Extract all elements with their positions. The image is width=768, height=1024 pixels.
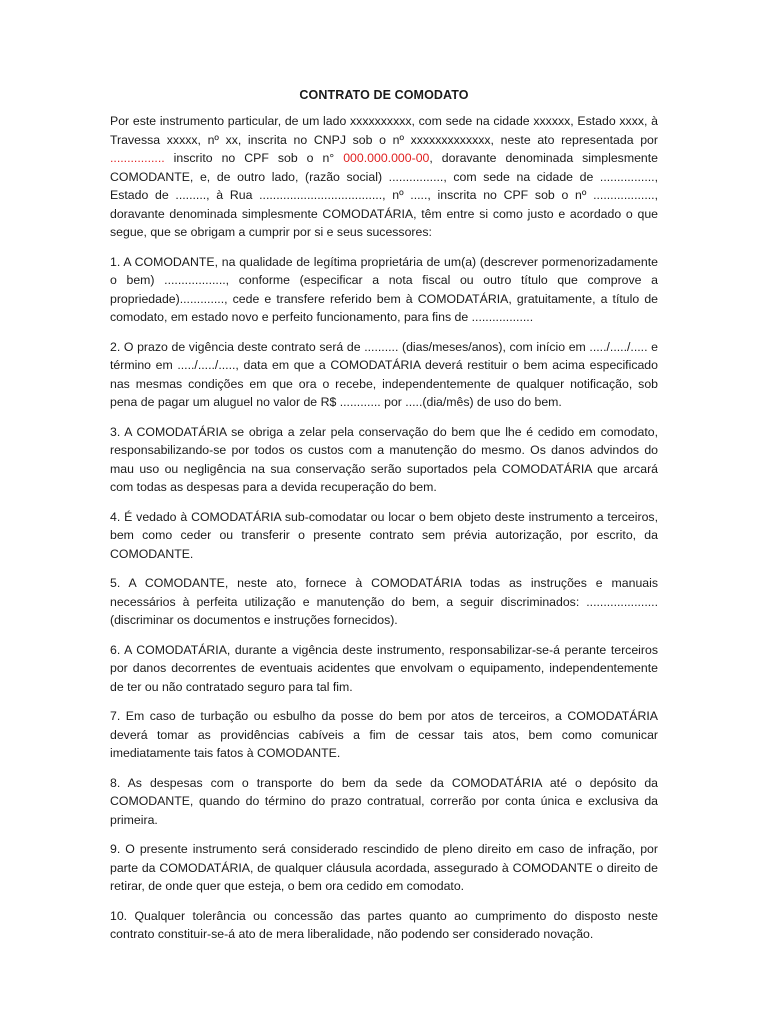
intro-paragraph [110,112,658,242]
clause-1: 1. A COMODANTE, na qualidade de legítima proprietária de um(a) (descrever pormenorizadamente o bem) .................., conforme (especificar a nota fiscal ou outro título que comprove a propriedade)............., cede e transfere referido bem à COMODATÁRIA, gratuitamente, a título de comodato, em estado novo e perfeito funcionamento, para fins de .................. [110,254,658,324]
cpf-number: 000.000.000-00 [343,151,430,165]
representative-name-blank: ................ [110,151,165,165]
clause-7: 7. Em caso de turbação ou esbulho da posse do bem por atos de terceiros, a COMODATÁRIA deverá tomar as providências cabíveis a fim de cessar tais atos, bem como comunicar imediatamente tais fatos à COMODANTE. [110,709,658,760]
clause-8: 8. As despesas com o transporte do bem da sede da COMODATÁRIA até o depósito da COMODANTE, quando do término do prazo contratual, correrão por conta única e exclusiva da primeira. [110,775,658,827]
clause-9: 9. O presente instrumento será considerado rescindido de pleno direito em caso de infração, por parte da COMODATÁRIA, de qualquer cláusula acordada, assegurado à COMODANTE o direito de retirar, de onde quer que esteja, o bem ora cedido em comodato. [110,842,658,893]
contract-page [110,86,658,955]
clause-2: 2. O prazo de vigência deste contrato será de .......... (dias/meses/anos), com início em ...../...../..... e término em ...../...../....., data em que a COMODATÁRIA deverá restituir o bem acima especificado nas mesmas condições em que ora o recebe, independentemente de qualquer notificação, sob pena de pagar um aluguel no valor de R$ ............ por .....(dia/mês) de uso do bem. [110,339,658,409]
contract-title: CONTRATO DE COMODATO [299,88,469,102]
clause-4: 4. É vedado à COMODATÁRIA sub-comodatar ou locar o bem objeto deste instrumento a terceiros, bem como ceder ou transferir o presente contrato sem prévia autorização, por escrito, da COMODANTE. [110,509,658,561]
clause-6: 6. A COMODATÁRIA, durante a vigência deste instrumento, responsabilizar-se-á perante terceiros por danos decorrentes de eventuais acidentes que envolvam o equipamento, independentemente de ter ou não contratado seguro para tal fim. [110,642,658,694]
clause-3: 3. A COMODATÁRIA se obriga a zelar pela conservação do bem que lhe é cedido em comodato, responsabilizando-se por todos os custos com a manutenção do mesmo. Os danos advindos do mau uso ou negligência na sua conservação serão suportados pela COMODATÁRIA que arcará com todas as despesas para a devida recuperação do bem. [110,424,658,494]
intro-text-part2: inscrito no CPF sob o n° [164,151,344,165]
clause-10: 10. Qualquer tolerância ou concessão das partes quanto ao cumprimento do disposto neste contrato constituir-se-á ato de mera liberalidade, não podendo ser considerado novação. [110,908,658,941]
clause-5: 5. A COMODANTE, neste ato, fornece à COMODATÁRIA todas as instruções e manuais necessários à perfeita utilização e manutenção do bem, a seguir discriminados: ..................... (discriminar os documentos e instruções fornecidos). [110,576,658,627]
intro-text-part3: , doravante denominada simplesmente COMODANTE, e, de outro lado, (razão social) ................, com sede na cidade de ................, Estado de ........., à Rua ...................................., nº ....., inscrita no CPF sob o nº .................., doravante denominada simplesmente COMODATÁRIA, têm entre si como justo e acordado o que segue, que se obrigam a cumprir por si e seus sucessores: [110,151,659,239]
intro-text-part1: Por este instrumento particular, de um lado xxxxxxxxxx, com sede na cidade xxxxxx, Estado xxxx, à Travessa xxxxx, nº xx, inscrita no CNPJ sob o nº xxxxxxxxxxxxx, neste ato representada por [110,114,658,147]
